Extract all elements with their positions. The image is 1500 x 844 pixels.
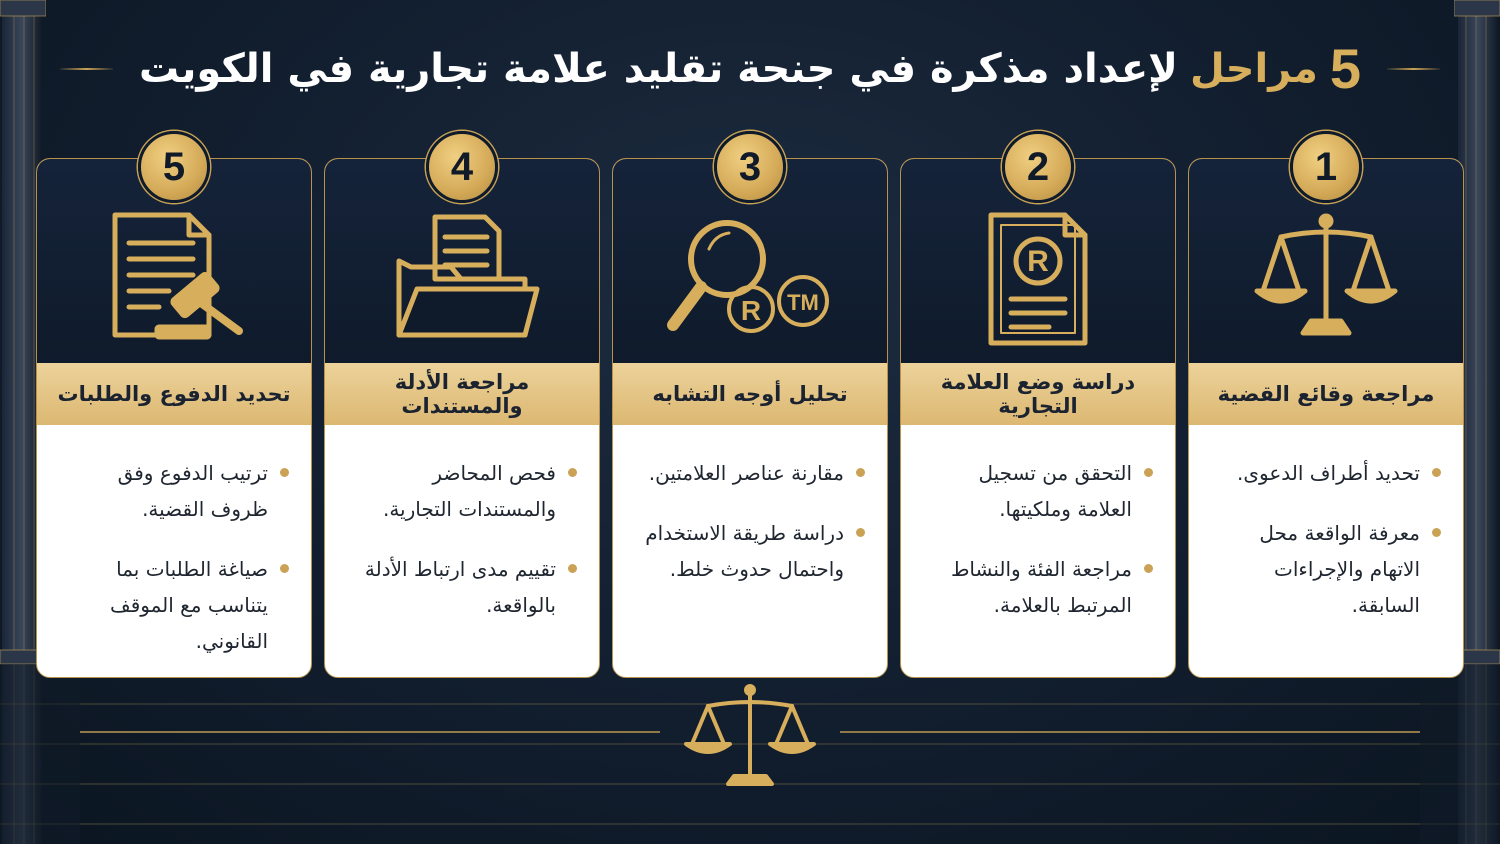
step-title: تحليل أوجه التشابه <box>613 363 887 425</box>
step-card-3 <box>612 144 888 678</box>
bullet-dot <box>856 528 865 537</box>
title-divider-left <box>60 68 113 70</box>
magnifier-trademark-icon <box>665 209 835 349</box>
step-card-2 <box>900 144 1176 678</box>
step-card-1 <box>1188 144 1464 678</box>
list-item: معرفة الواقعة محل الاتهام والإجراءات السابقة. <box>1211 515 1441 623</box>
bullet-dot <box>1432 468 1441 477</box>
bullet-dot <box>280 564 289 573</box>
step-card-header <box>325 144 599 363</box>
svg-text:R: R <box>740 295 762 326</box>
step-points <box>325 425 599 657</box>
step-card-5 <box>36 144 312 678</box>
step-title: دراسة وضع العلامة التجارية <box>901 363 1175 425</box>
title-text: لإعداد مذكرة في جنحة تقليد علامة تجارية في الكويت <box>139 46 1178 92</box>
steps-row <box>36 144 1464 678</box>
scales-icon <box>1241 209 1411 349</box>
bullet-dot <box>280 468 289 477</box>
list-item: مقارنة عناصر العلامتين. <box>635 455 865 491</box>
title-number: 5 <box>1329 37 1361 100</box>
list-item: ترتيب الدفوع وفق ظروف القضية. <box>59 455 289 527</box>
title-divider-right <box>1387 68 1440 70</box>
step-number-badge: 1 <box>1290 131 1362 203</box>
folder-documents-icon <box>377 209 547 349</box>
step-title: مراجعة وقائع القضية <box>1189 363 1463 425</box>
list-item: تقييم مدى ارتباط الأدلة بالواقعة. <box>347 551 577 623</box>
list-item: التحقق من تسجيل العلامة وملكيتها. <box>923 455 1153 527</box>
step-number-badge: 2 <box>1002 131 1074 203</box>
list-item: مراجعة الفئة والنشاط المرتبط بالعلامة. <box>923 551 1153 623</box>
step-card-header <box>37 144 311 363</box>
bullet-dot <box>1144 468 1153 477</box>
step-number-badge: 5 <box>138 131 210 203</box>
step-card-header <box>901 144 1175 363</box>
list-item: صياغة الطلبات بما يتناسب مع الموقف القانوني. <box>59 551 289 659</box>
registered-document-icon <box>953 209 1123 349</box>
step-card-header <box>1189 144 1463 363</box>
bullet-dot <box>568 564 577 573</box>
document-gavel-icon <box>89 209 259 349</box>
list-item: فحص المحاضر والمستندات التجارية. <box>347 455 577 527</box>
header <box>60 34 1440 104</box>
step-number-badge: 3 <box>714 131 786 203</box>
bullet-dot <box>1432 528 1441 537</box>
bullet-dot <box>856 468 865 477</box>
step-points <box>901 425 1175 657</box>
step-title: تحديد الدفوع والطلبات <box>37 363 311 425</box>
svg-text:TM: TM <box>787 290 819 315</box>
step-number-badge: 4 <box>426 131 498 203</box>
step-points <box>613 425 887 621</box>
bottom-scales-icon <box>0 684 1500 794</box>
page-title <box>139 37 1361 100</box>
list-item: دراسة طريقة الاستخدام واحتمال حدوث خلط. <box>635 515 865 587</box>
bullet-dot <box>568 468 577 477</box>
bullet-dot <box>1144 564 1153 573</box>
step-card-header <box>613 144 887 363</box>
step-points <box>1189 425 1463 657</box>
step-card-4 <box>324 144 600 678</box>
step-points <box>37 425 311 693</box>
svg-text:R: R <box>1027 245 1049 278</box>
list-item: تحديد أطراف الدعوى. <box>1211 455 1441 491</box>
step-title: مراجعة الأدلة والمستندات <box>325 363 599 425</box>
title-accent: مراحل <box>1189 46 1318 92</box>
